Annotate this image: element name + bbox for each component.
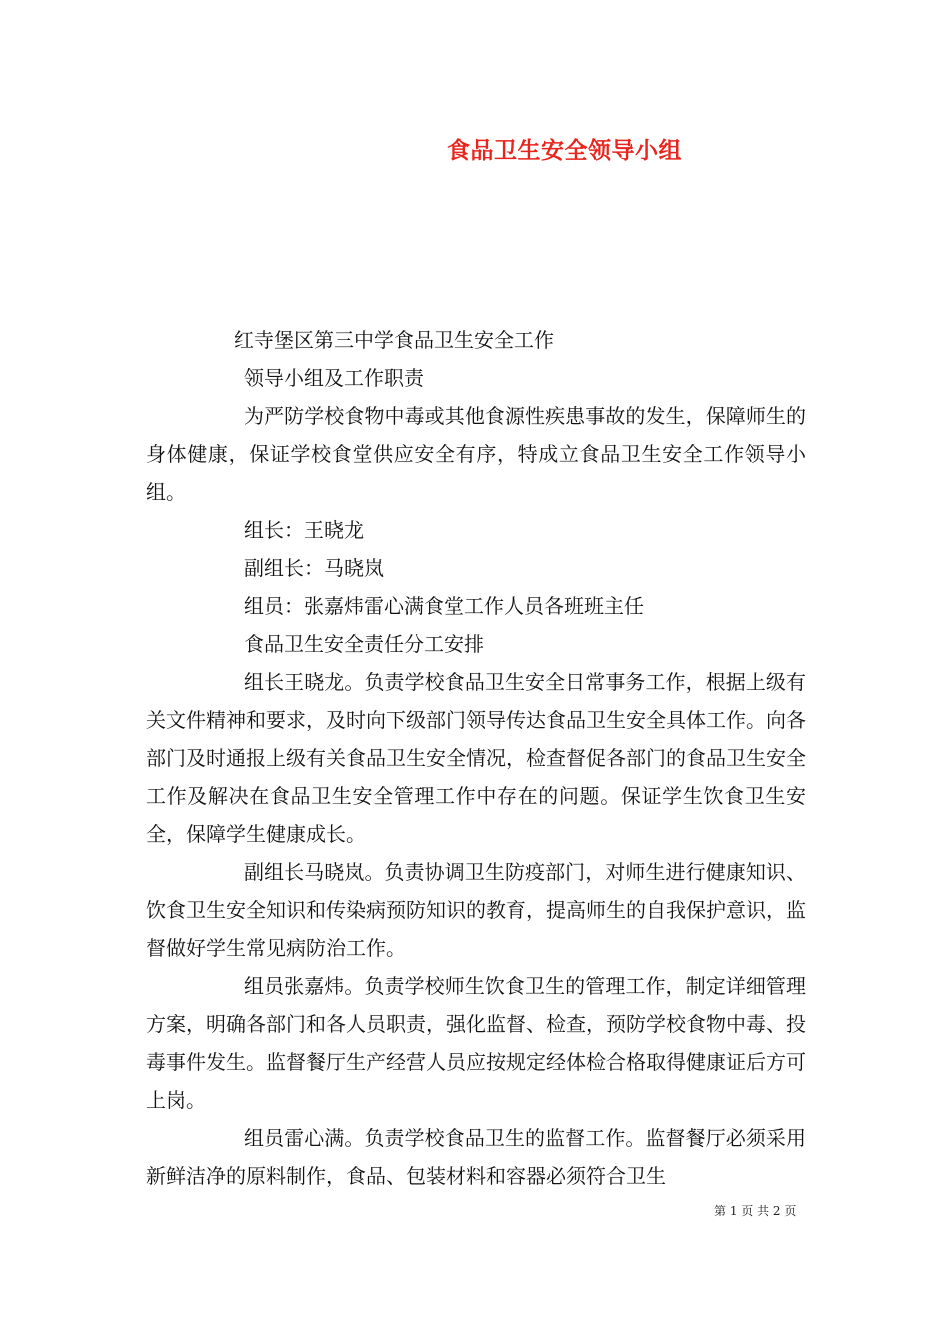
paragraph-heading-group: 领导小组及工作职责 <box>244 366 424 390</box>
paragraph-duty-member-lei: 组员雷心满。负责学校食品卫生的监督工作。监督餐厅必须采用新鲜洁净的原料制作，食品、包装材料和容器必须符合卫生 <box>146 1126 806 1188</box>
paragraph-deputy-leader: 副组长：马晓岚 <box>244 556 384 580</box>
paragraph-duty-deputy: 副组长马晓岚。负责协调卫生防疫部门，对师生进行健康知识、饮食卫生安全知识和传染病预防知识的教育，提高师生的自我保护意识，监督做好学生常见病防治工作。 <box>146 860 806 960</box>
paragraph-duties-heading: 食品卫生安全责任分工安排 <box>244 632 484 656</box>
paragraph-members: 组员：张嘉炜雷心满食堂工作人员各班班主任 <box>244 594 644 618</box>
paragraph-duty-member-zhang: 组员张嘉炜。负责学校师生饮食卫生的管理工作，制定详细管理方案，明确各部门和各人员职责，强化监督、检查，预防学校食物中毒、投毒事件发生。监督餐厅生产经营人员应按规定经体检合格取得健康证后方可上岗。 <box>146 974 806 1112</box>
document-title: 食品卫生安全领导小组 <box>447 137 682 164</box>
paragraph-duty-leader: 组长王晓龙。负责学校食品卫生安全日常事务工作，根据上级有关文件精神和要求，及时向下级部门领导传达食品卫生安全具体工作。向各部门及时通报上级有关食品卫生安全情况，检查督促各部门的食品卫生安全工作及解决在食品卫生安全管理工作中存在的问题。保证学生饮食卫生安全，保障学生健康成长。 <box>146 670 806 846</box>
paragraph-leader: 组长：王晓龙 <box>244 518 364 542</box>
paragraph-heading-school: 红寺堡区第三中学食品卫生安全工作 <box>234 328 554 352</box>
page-number: 第 1 页 共 2 页 <box>714 1204 797 1218</box>
paragraph-intro: 为严防学校食物中毒或其他食源性疾患事故的发生，保障师生的身体健康，保证学校食堂供应安全有序，特成立食品卫生安全工作领导小组。 <box>146 404 806 504</box>
document-body <box>146 321 806 1195</box>
